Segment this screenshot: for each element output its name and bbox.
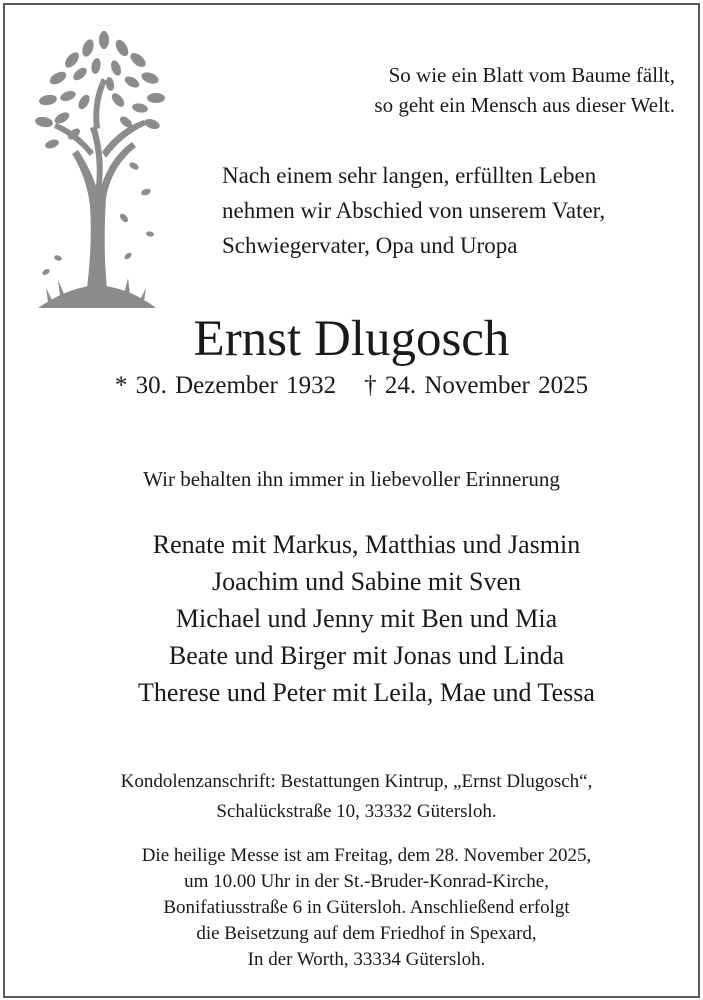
- mass-line: Bonifatiusstraße 6 in Gütersloh. Anschließend erfolgt: [163, 897, 570, 918]
- mass-line: die Beisetzung auf dem Friedhof in Spexard,: [196, 923, 537, 944]
- family-member-line: Beate und Birger mit Jonas und Linda: [168, 641, 565, 670]
- life-dates: [0, 366, 703, 406]
- family-member-line: Joachim und Sabine mit Sven: [211, 567, 522, 596]
- motto-line: So wie ein Blatt vom Baume fällt,: [388, 63, 675, 87]
- condolence-line: Schalückstraße 10, 33332 Gütersloh.: [216, 801, 497, 822]
- motto: [0, 60, 675, 120]
- mass-line: Die heilige Messe ist am Freitag, dem 28. November 2025,: [141, 845, 592, 866]
- motto-line: so geht ein Mensch aus dieser Welt.: [374, 93, 675, 117]
- deceased-name: Ernst Dlugosch: [193, 311, 510, 367]
- family-list: [0, 526, 703, 711]
- family-member-line: Michael und Jenny mit Ben und Mia: [175, 604, 558, 633]
- family-member-line: Therese und Peter mit Leila, Mae und Tessa: [138, 678, 595, 707]
- condolence-line: Kondolenzanschrift: Bestattungen Kintrup, „Ernst Dlugosch“,: [120, 771, 593, 792]
- intro-line: Nach einem sehr langen, erfüllten Leben: [222, 163, 597, 188]
- mass-line: um 10.00 Uhr in der St.-Bruder-Konrad-Kirche,: [184, 871, 549, 892]
- mass-info: [0, 843, 703, 973]
- remembrance-text: Wir behalten ihn immer in liebevoller Erinnerung: [143, 467, 560, 491]
- condolence-address: [0, 767, 703, 827]
- intro-line: nehmen wir Abschied von unserem Vater,: [222, 198, 606, 223]
- death-date: † 24. November 2025: [364, 372, 589, 399]
- intro-line: Schwiegervater, Opa und Uropa: [222, 233, 518, 258]
- mass-line: In der Worth, 33334 Gütersloh.: [247, 949, 486, 970]
- intro-text: [222, 158, 605, 263]
- family-member-line: Renate mit Markus, Matthias und Jasmin: [152, 530, 581, 559]
- birth-date: * 30. Dezember 1932: [114, 372, 337, 399]
